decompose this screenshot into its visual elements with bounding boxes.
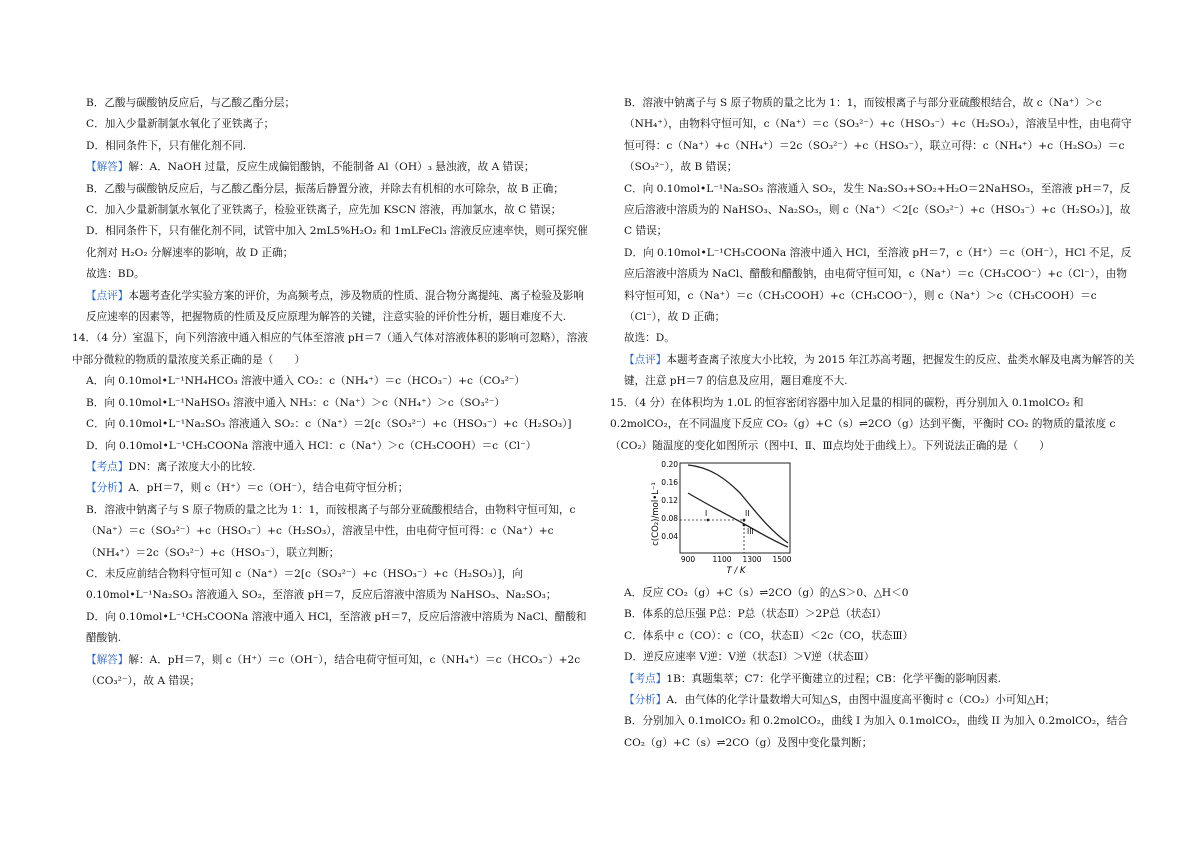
paragraph: B．溶液中钠离子与 S 原子物质的量之比为 1：1，而铵根离子与部分亚硫酸根结合，故 c（Na⁺）＞c（NH₄⁺），由物料守恒可知，c（Na⁺）＝c（SO₃²⁻）+c（HSO₃⁻）+c（H₂SO₃），溶液呈中性，由电荷守恒可得：c（Na⁺）+c（NH₄⁺）＝2c（SO₃²⁻）+c（HSO₃⁻），联立可得：c（NH₄⁺）+c（H₂SO₃）＝c（SO₃²⁻），故 B 错误； (624, 97, 1132, 174)
paragraph: D．向 0.10mol•L⁻¹CH₃COONa 溶液中通入 HCl，至溶液 pH＝7，c（H⁺）＝c（OH⁻），HCl 不足，反应后溶液中溶质为 NaCl、醋酸和醋酸钠，由电荷守恒可知，c（Na⁺）＝c（CH₃COO⁻）+c（Cl⁻），由物料守恒可知，c（Na⁺）＝c（CH₃COOH）+c（CH₃COO⁻），则 c（Na⁺）＞c（CH₃COOH）＝c（Cl⁻），故 D 正确； (624, 246, 1132, 324)
y-tick-label: 0.04 (661, 531, 678, 541)
section-tag: 【考点】 (624, 672, 667, 685)
curve-ii (688, 465, 788, 543)
paragraph (624, 669, 1136, 690)
point-iii (743, 524, 746, 527)
paragraph (86, 286, 593, 329)
section-tag: 【分析】 (624, 693, 667, 706)
svg-text:c(CO₂)/mol•L⁻¹: c(CO₂)/mol•L⁻¹ (651, 482, 661, 546)
paragraph-text: 本题考查离子浓度大小比较，为 2015 年江苏高考题，把握发生的反应、盐类水解及电离为解答的关键，注意 pH＝7 的信息及应用，题目难度不大. (624, 353, 1135, 388)
paragraph: C．加入少量新制氯水氧化了亚铁离子； (86, 118, 275, 131)
point-label: I (705, 508, 708, 518)
option: C．向 0.10mol•L⁻¹Na₂SO₃ 溶液通入 SO₂：c（Na⁺）＝2[c（SO₃²⁻）+c（HSO₃⁻）+c（H₂SO₃）] (86, 418, 572, 431)
paragraph: B．乙酸与碳酸钠反应后，与乙酸乙酯分层； (86, 97, 296, 109)
paragraph: D．相同条件下，只有催化剂不同，试管中加入 2mL5%H₂O₂ 和 1mLFeCl₃ 溶液反应速率快，则可探究催化剂对 H₂O₂ 分解速率的影响，故 D 正确； (86, 225, 588, 259)
section-tag: 【点评】 (624, 353, 667, 366)
option: A．反应 CO₂（g）+C（s）⇌2CO（g）的△S＞0、△H＜0 (624, 586, 909, 599)
paragraph-text: 本题考查化学实验方案的评价，为高频考点，涉及物质的性质、混合物分离提纯、离子检验及影响反应速率的因素等，把握物质的性质及反应原理为解答的关键，注意实验的评价性分析，题目难度不大. (86, 289, 584, 324)
point-ii (743, 519, 746, 522)
option: D．向 0.10mol•L⁻¹CH₃COONa 溶液中通入 HCl：c（Na⁺）＞c（CH₃COOH）＝c（Cl⁻） (86, 439, 537, 452)
x-tick-label: 1500 (772, 554, 792, 564)
question-stem: 14．（4 分）室温下，向下列溶液中通入相应的气体至溶液 pH＝7（通入气体对溶液体积的影响可忽略），溶液中部分微粒的物质的量浓度关系正确的是（ ） (72, 332, 588, 366)
paragraph (86, 157, 593, 178)
y-axis-label (651, 482, 661, 546)
paragraph (86, 478, 593, 499)
point-label: II (745, 508, 750, 518)
paragraph (86, 650, 593, 693)
option: C．体系中 c（CO）：c（CO，状态Ⅱ）＜2c（CO，状态Ⅲ） (624, 629, 914, 642)
section-tag: 【解答】 (86, 653, 129, 666)
x-tick-label: 1300 (742, 554, 762, 564)
x-tick-label: 1100 (712, 554, 732, 564)
figure-svg (648, 459, 798, 577)
y-tick-label: 0.16 (661, 477, 678, 487)
paragraph: 故选：BD。 (86, 268, 145, 281)
paragraph: B．溶液中钠离子与 S 原子物质的量之比为 1：1，而铵根离子与部分亚硫酸根结合，由物料守恒可知，c（Na⁺）＝c（SO₃²⁻）+c（HSO₃⁻）+c（H₂SO₃），溶液呈中性，由电荷守恒可得：c（Na⁺）+c（NH₄⁺）＝2c（SO₃²⁻）+c（HSO₃⁻），联立判断； (86, 503, 576, 559)
x-axis-label: T / K (726, 565, 746, 576)
section-tag: 【分析】 (86, 482, 129, 495)
point-i (707, 519, 710, 522)
paragraph-text: DN：离子浓度大小的比较. (128, 460, 256, 473)
paragraph-text: 解：A．pH＝7，则 c（H⁺）＝c（OH⁻），结合电荷守恒可知，c（NH₄⁺）＝c（HCO₃⁻）+2c（CO₃²⁻），故 A 错误； (86, 653, 581, 687)
right-column (610, 93, 1136, 754)
x-tick-label: 900 (680, 554, 696, 564)
paragraph: C．向 0.10mol•L⁻¹Na₂SO₃ 溶液通入 SO₂，发生 Na₂SO₃+SO₂+H₂O＝2NaHSO₃，至溶液 pH＝7，反应后溶液中溶质为的 NaHSO₃、Na₂SO₃，则 c（Na⁺）＜2[c（SO₃²⁻）+c（HSO₃⁻）+c（H₂SO₃）]，故 C 错误； (624, 182, 1131, 238)
paragraph (86, 457, 593, 478)
paragraph: B．分别加入 0.1molCO₂ 和 0.2molCO₂，曲线 I 为加入 0.1molCO₂，曲线 II 为加入 0.2molCO₂，结合 CO₂（g）+C（s）⇌2CO（g）及图中变化量判断； (624, 715, 1128, 749)
section-tag: 【考点】 (86, 460, 129, 473)
equilibrium-figure (648, 459, 798, 577)
paragraph: B．乙酸与碳酸钠反应后，与乙酸乙酯分层，振荡后静置分液，并除去有机相的水可除杂，故 B 正确； (86, 182, 564, 195)
paragraph (624, 350, 1136, 393)
left-column (72, 93, 593, 692)
paragraph: D．相同条件下，只有催化剂不同. (86, 139, 247, 152)
paragraph-text: 解：A．NaOH 过量，反应生成偏铝酸钠，不能制备 Al（OH）₃ 悬浊液，故 A 错误； (128, 161, 535, 174)
option: A．向 0.10mol•L⁻¹NH₄HCO₃ 溶液中通入 CO₂：c（NH₄⁺）＝c（HCO₃⁻）+c（CO₃²⁻） (86, 375, 526, 388)
paragraph (624, 690, 1136, 711)
paragraph: 故选：D。 (624, 332, 675, 345)
y-tick-label: 0.20 (661, 459, 678, 469)
option: B．体系的总压强 P总：P总（状态Ⅱ）＞2P总（状态Ⅰ） (624, 608, 887, 621)
paragraph-text: A．pH＝7，则 c（H⁺）＝c（OH⁻），结合电荷守恒分析； (128, 482, 409, 495)
option: D．逆反应速率 V逆：V逆（状态Ⅰ）＞V逆（状态Ⅲ） (624, 651, 875, 664)
paragraph: C．加入少量新制氯水氧化了亚铁离子，检验亚铁离子，应先加 KSCN 溶液，再加氯水，故 C 错误； (86, 204, 562, 217)
option: B．向 0.10mol•L⁻¹NaHSO₃ 溶液中通入 NH₃：c（Na⁺）＞c（NH₄⁺）＞c（SO₃²⁻） (86, 396, 506, 409)
point-label: III (747, 526, 754, 536)
section-tag: 【点评】 (86, 289, 129, 302)
paragraph: C．未反应前结合物料守恒可知 c（Na⁺）＝2[c（SO₃²⁻）+c（HSO₃⁻）+c（H₂SO₃）]，向 0.10mol•L⁻¹Na₂SO₃ 溶液通入 SO₂，至溶液 pH＝7，反应后溶液中溶质为 NaHSO₃、Na₂SO₃； (86, 567, 557, 602)
paragraph-text: 1B：真题集萃；C7：化学平衡建立的过程；CB：化学平衡的影响因素. (666, 672, 1002, 685)
paragraph-text: A．由气体的化学计量数增大可知△S，由图中温度高平衡时 c（CO₂）小可知△H； (666, 693, 1055, 706)
question-stem: 15．（4 分）在体积均为 1.0L 的恒容密闭容器中加入足量的相同的碳粉，再分别加入 0.1molCO₂ 和 0.2molCO₂，在不同温度下反应 CO₂（g）+C（s）⇌2CO（g）达到平衡，平衡时 CO₂ 的物质的量浓度 c（CO₂）随温度的变化如图所示（图中Ⅰ、Ⅱ、Ⅲ点均处于曲线上）。下列说法正确的是（ ） (610, 396, 1116, 452)
y-tick-label: 0.12 (661, 495, 678, 505)
paragraph: D．向 0.10mol•L⁻¹CH₃COONa 溶液中通入 HCl，至溶液 pH＝7，反应后溶液中溶质为 NaCl、醋酸和醋酸钠. (86, 610, 587, 645)
y-tick-label: 0.08 (661, 513, 678, 523)
section-tag: 【解答】 (86, 161, 129, 174)
